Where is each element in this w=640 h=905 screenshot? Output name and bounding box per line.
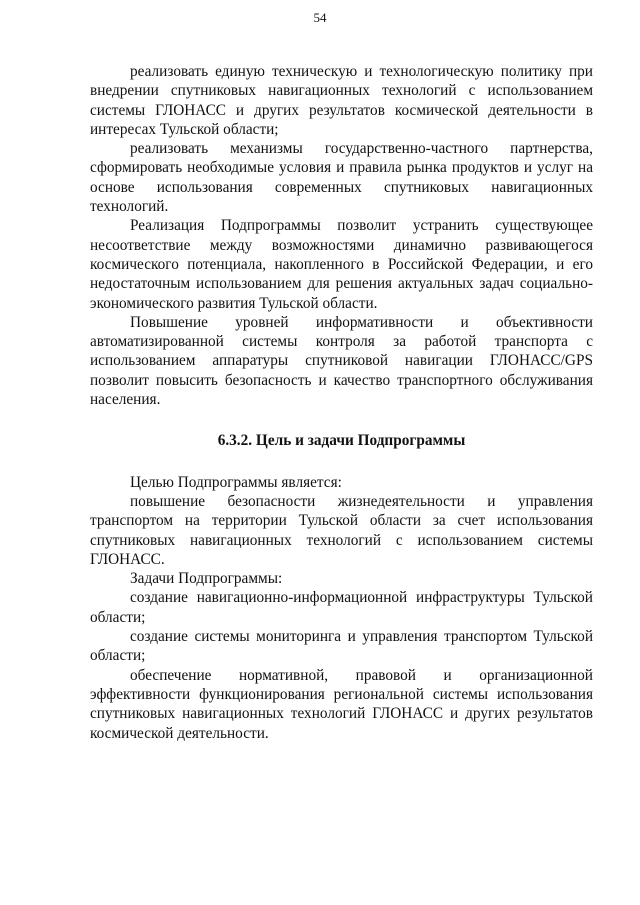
page-number: 54 [313,10,327,25]
paragraph: Целью Подпрограммы является: [130,473,342,491]
paragraph: реализовать механизмы государственно-частного партнерства, сформировать необходимые условия и правила рынка продуктов и услуг на основе использования современных спутниковых навигационных технологий. [90,140,593,216]
section-heading: 6.3.2. Цель и задачи Подпрограммы [217,432,466,450]
paragraph: Реализация Подпрограммы позволит устранить существующее несоответствие между возможностями динамично развивающегося космического потенциала, накопленного в Российской Федерации, и его недостаточным использованием для решения актуальных задач социально-экономического развития Тульской области. [90,217,593,312]
paragraph: Повышение уровней информативности и объективности автоматизированной системы контроля за работой транспорта с использованием аппаратуры спутниковой навигации ГЛОНАСС/GPS позволит повысить безопасность и качество транспортного обслуживания населения. [90,313,593,409]
document-body [90,62,593,743]
paragraph: создание системы мониторинга и управления транспортом Тульской области; [90,628,593,665]
paragraph: повышение безопасности жизнедеятельности и управления транспортом на территории Тульской области за счет использования спутниковых навигационных технологий с использованием системы ГЛОНАСС. [90,492,593,568]
paragraph: реализовать единую техническую и технологическую политику при внедрении спутниковых навигационных технологий с использованием системы ГЛОНАСС и других результатов космической деятельности в интересах Тульской области; [90,63,593,138]
paragraph: Задачи Подпрограммы: [130,570,283,588]
paragraph: обеспечение нормативной, правовой и организационной эффективности функционирования региональной системы использования спутниковых навигационных технологий ГЛОНАСС и других результатов космической деятельности. [90,666,593,742]
paragraph: создание навигационно-информационной инфраструктуры Тульской области; [90,589,593,626]
